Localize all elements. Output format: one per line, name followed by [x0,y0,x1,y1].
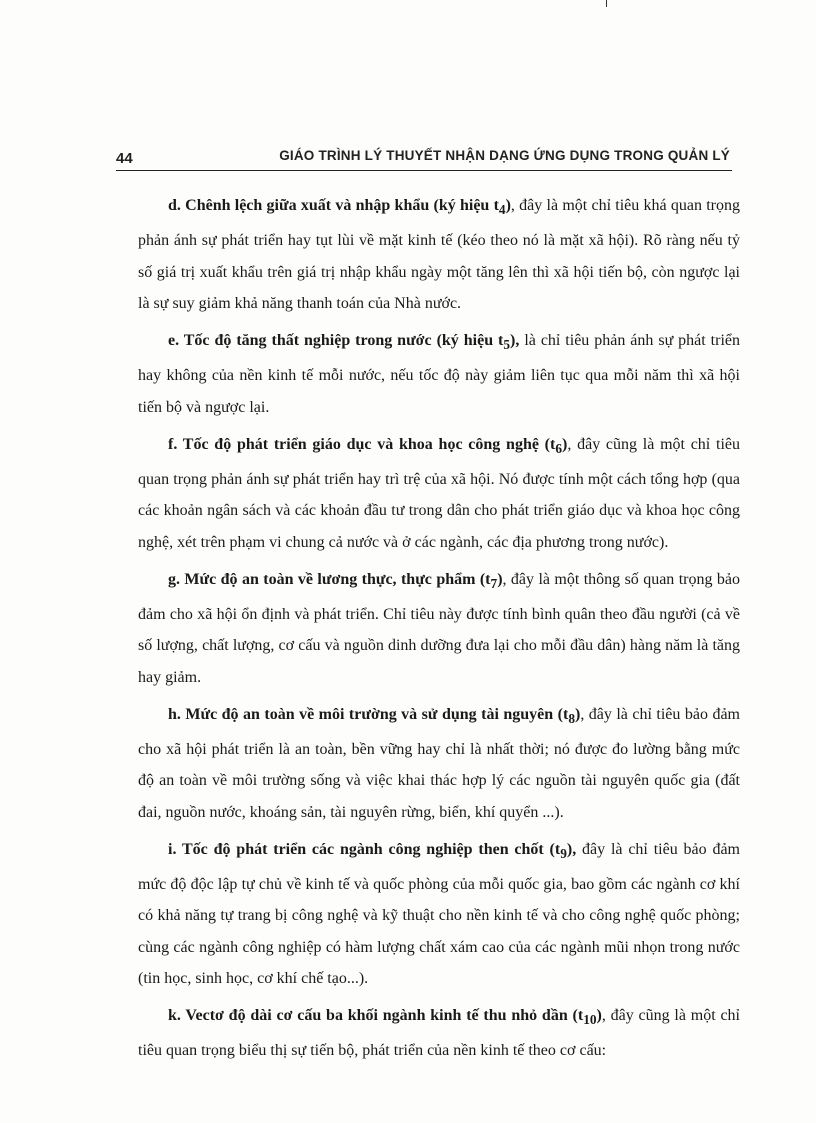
paragraph-i [138,834,740,994]
paragraph-text: là chỉ tiêu phản ánh sự phát triển hay không của nền kinh tế mỗi nước, nếu tốc độ này giảm liên tục qua mỗi năm thì xã hội tiến bộ và ngược lại. [138,332,740,416]
page-number: 44 [116,150,133,167]
paragraph-h [138,699,740,828]
paragraph-text: , đây cũng là một chỉ tiêu quan trọng phản ánh sự phát triển hay trì trệ của xã hội. Nó được tính một cách tổng hợp (qua các khoản ngân sách và các khoản đầu tư trong dân cho phát triển giáo dục và khoa học công nghệ, xét trên phạm vi chung cả nước và ở các ngành, các địa phương trong nước). [138,435,740,551]
paragraph-e [138,325,740,423]
scan-mark [606,0,607,7]
paragraph-heading: k. Vectơ độ dài cơ cấu ba khối ngành kinh tế thu nhỏ dần $(t_{10})$ [168,1007,602,1028]
page-header [116,146,732,171]
paragraph-heading: f. Tốc độ phát triển giáo dục và khoa học công nghệ $(t_6)$ [168,435,568,456]
page-body [138,190,740,1073]
paragraph-heading: d. Chênh lệch giữa xuất và nhập khẩu (ký hiệu $t_4$) [168,197,511,218]
paragraph-k [138,1000,740,1067]
running-title: GIÁO TRÌNH LÝ THUYẾT NHẬN DẠNG ỨNG DỤNG TRONG QUẢN LÝ [279,148,730,163]
paragraph-d [138,190,740,319]
paragraph-heading: g. Mức độ an toàn về lương thực, thực phẩm $(t_7)$ [168,570,503,591]
paragraph-text: , đây là một thông số quan trọng bảo đảm cho xã hội ổn định và phát triển. Chỉ tiêu này được tính bình quân theo đầu người (cả về số lượng, chất lượng, cơ cấu và nguồn dinh dưỡng đưa lại cho mỗi đầu dân) hàng năm là tăng hay giảm. [138,570,741,686]
paragraph-heading: e. Tốc độ tăng thất nghiệp trong nước (ký hiệu $t_5$), [168,332,520,353]
paragraph-heading: i. Tốc độ phát triển các ngành công nghiệp then chốt $(t_9)$, [168,840,577,861]
paragraph-heading: h. Mức độ an toàn về môi trường và sử dụng tài nguyên $(t_8)$ [168,705,581,726]
paragraph-g [138,564,740,693]
paragraph-text: , đây là chỉ tiêu bảo đảm cho xã hội phát triển là an toàn, bền vững hay chỉ là nhất thời; nó được đo lường bằng mức độ an toàn về môi trường sống và việc khai thác hợp lý các nguồn tài nguyên quốc gia (đất đai, nguồn nước, khoáng sản, tài nguyên rừng, biển, khí quyển ...). [138,705,740,821]
paragraph-text: , đây cũng là một chỉ tiêu quan trọng biểu thị sự tiến bộ, phát triển của nền kinh tế theo cơ cấu: [138,1007,740,1060]
paragraph-text: , đây là một chỉ tiêu khá quan trọng phản ánh sự phát triển hay tụt lùi về mặt kinh tế (kéo theo nó là mặt xã hội). Rõ ràng nếu tỷ số giá trị xuất khẩu trên giá trị nhập khẩu ngày một tăng lên thì xã hội tiến bộ, còn ngược lại là sự suy giảm khả năng thanh toán của Nhà nước. [138,197,740,312]
paragraph-f [138,429,740,558]
paragraph-text: đây là chỉ tiêu bảo đảm mức độ độc lập tự chủ về kinh tế và quốc phòng của mỗi quốc gia, bao gồm các ngành cơ khí có khả năng tự trang bị công nghệ và kỹ thuật cho nền kinh tế và cho công nghệ quốc phòng; cùng các ngành công nghiệp có hàm lượng chất xám cao của các ngành mũi nhọn trong nước (tin học, sinh học, cơ khí chế tạo...). [138,840,740,987]
